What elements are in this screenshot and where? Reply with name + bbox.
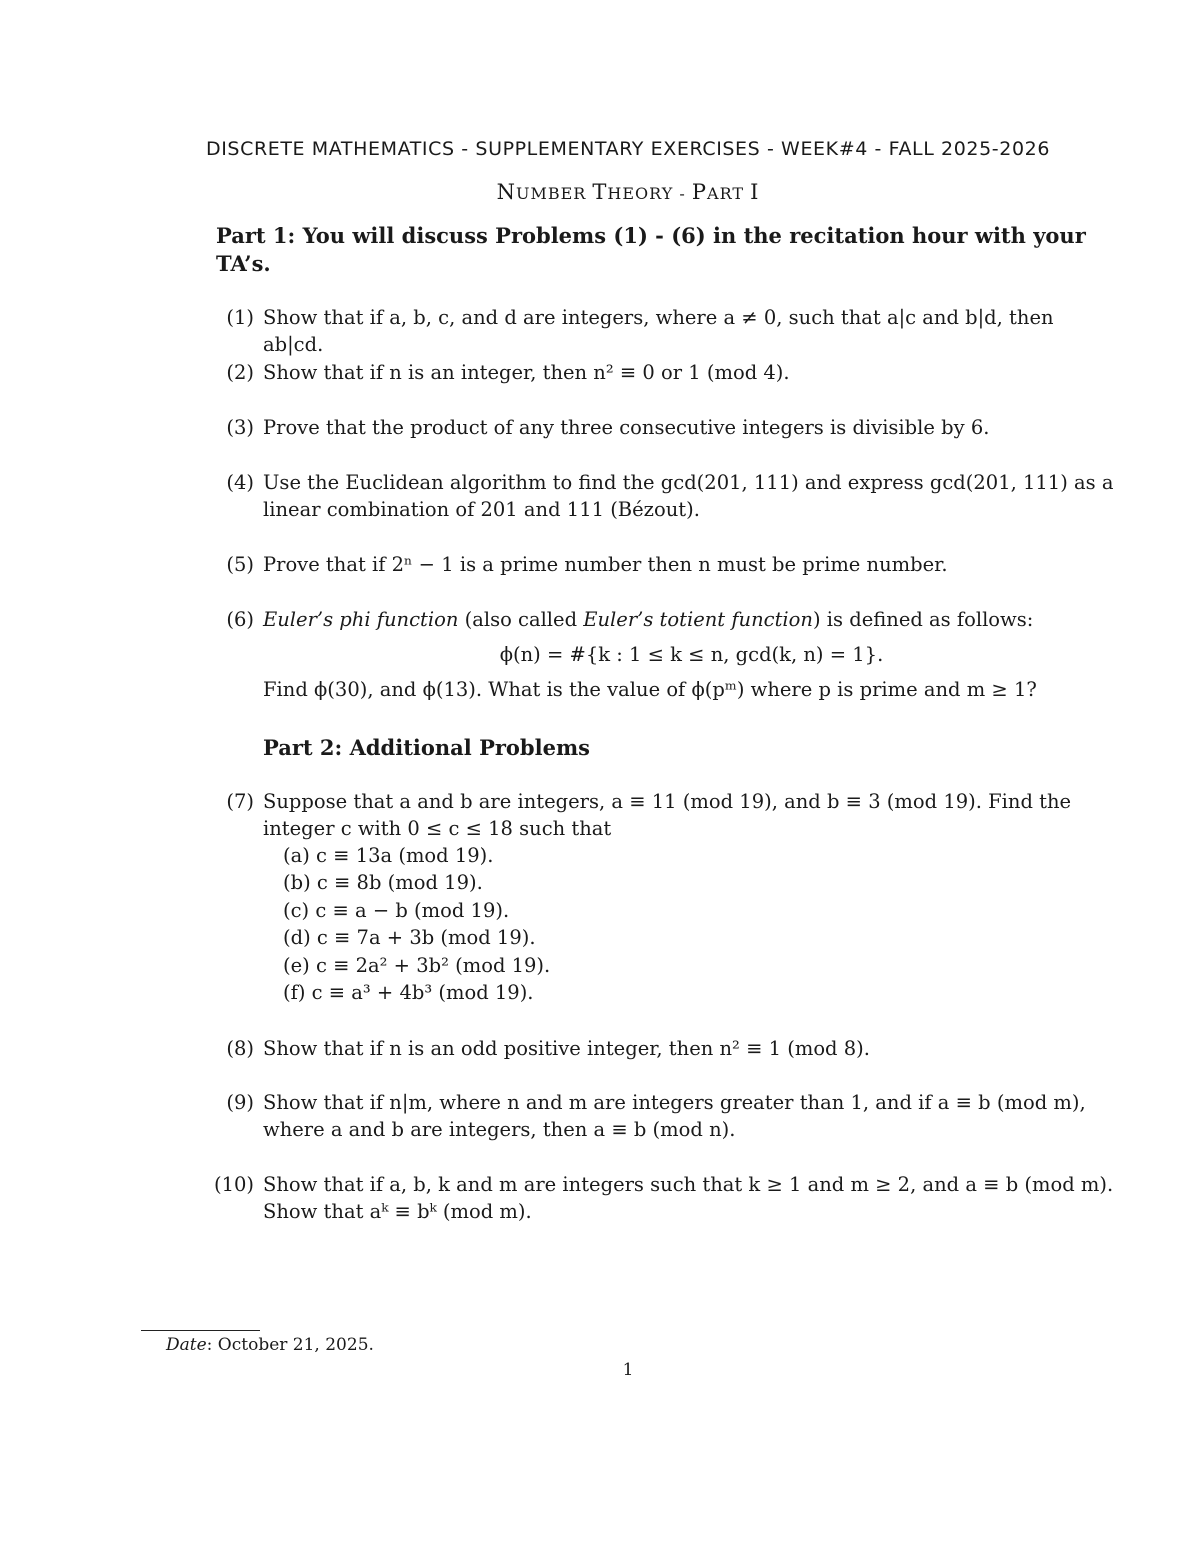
problem-number: (4) (226, 471, 254, 494)
problem-number: (3) (226, 416, 254, 439)
problem-5 (200, 551, 1120, 578)
problem-6-intro (263, 606, 1120, 633)
problem-text: Show that if n|m, where n and m are integers greater than 1, and if a ≡ b (mod m), where a and b are integers, then a ≡ b (mod n). (263, 1091, 1086, 1141)
problem-text: Show that if a, b, c, and d are integers, where a ≠ 0, such that a|c and b|d, then ab|cd. (263, 306, 1054, 356)
problem-4 (200, 469, 1120, 523)
term-eulers-phi: Euler’s phi function (263, 608, 459, 631)
problem-number: (5) (226, 553, 254, 576)
problem-number: (6) (226, 608, 254, 631)
term-eulers-totient: Euler’s totient function (583, 608, 813, 631)
problem-6 (200, 606, 1120, 703)
problem-text: Prove that if 2ⁿ − 1 is a prime number then n must be prime number. (263, 553, 948, 576)
problem-text: Show that if n is an integer, then n² ≡ 0 or 1 (mod 4). (263, 361, 790, 384)
problem-10 (200, 1171, 1120, 1225)
intro-end: ) is defined as follows: (812, 608, 1034, 631)
sub-item: (e) c ≡ 2a² + 3b² (mod 19). (283, 953, 551, 977)
sub-item: (c) c ≡ a − b (mod 19). (283, 898, 510, 922)
problem-1 (200, 304, 1120, 358)
problem-7-intro: Suppose that a and b are integers, a ≡ 11 (mod 19), and b ≡ 3 (mod 19). Find the integer c with 0 ≤ c ≤ 18 such that (263, 790, 1072, 840)
footnote-text: : October 21, 2025. (206, 1335, 374, 1355)
problem-text: Use the Euclidean algorithm to find the gcd(201, 111) and express gcd(201, 111) as a linear combination of 201 and 111 (Bézout). (263, 471, 1114, 521)
part1-heading: Part 1: You will discuss Problems (1) - (6) in the recitation hour with your TA’s. (216, 223, 1086, 276)
subtitle-part: UMBER (515, 184, 593, 203)
subtitle-part: HEORY - (607, 184, 692, 203)
problem-6-question: Find ϕ(30), and ϕ(13). What is the value of ϕ(pᵐ) where p is prime and m ≥ 1? (263, 678, 1037, 701)
document-subtitle (0, 180, 1200, 204)
problem-8 (200, 1035, 1120, 1062)
problem-text (263, 788, 1120, 1006)
problem-7 (200, 788, 1120, 1006)
problem-number: (2) (226, 361, 254, 384)
subtitle-part: T (592, 180, 608, 204)
footnote-divider (141, 1330, 260, 1331)
phi-formula: ϕ(n) = #{k : 1 ≤ k ≤ n, gcd(k, n) = 1}. (499, 643, 884, 666)
intro-mid: (also called (458, 608, 584, 631)
problem-number: (7) (226, 790, 254, 813)
problem-9 (200, 1089, 1120, 1143)
problem-text: Show that if a, b, k and m are integers such that k ≥ 1 and m ≥ 2, and a ≡ b (mod m). Show that aᵏ ≡ bᵏ (mod m). (263, 1173, 1114, 1223)
problem-3 (200, 414, 1120, 441)
subtitle-part: I (750, 180, 760, 204)
subtitle-part: P (691, 180, 708, 204)
sub-item: (b) c ≡ 8b (mod 19). (283, 871, 483, 895)
subtitle-part: N (496, 180, 516, 204)
footnote-label: Date (166, 1335, 207, 1355)
problem-number: (8) (226, 1037, 254, 1060)
sub-item: (f) c ≡ a³ + 4b³ (mod 19). (283, 981, 534, 1005)
document-header-title: DISCRETE MATHEMATICS - SUPPLEMENTARY EXERCISES - WEEK#4 - FALL 2025-2026 (205, 138, 1051, 160)
problem-2 (200, 359, 1120, 386)
sub-item: (a) c ≡ 13a (mod 19). (283, 844, 494, 867)
problem-7-subitems (283, 842, 1120, 1006)
subtitle-part: ART (707, 184, 751, 203)
sub-item: (d) c ≡ 7a + 3b (mod 19). (283, 926, 536, 950)
part2-heading: Part 2: Additional Problems (263, 735, 590, 760)
footnote-date (166, 1335, 374, 1355)
problem-number: (1) (226, 306, 254, 329)
problem-number: (9) (226, 1091, 254, 1114)
page-number: 1 (622, 1360, 634, 1380)
problem-text (263, 606, 1120, 703)
problem-text: Show that if n is an odd positive integer, then n² ≡ 1 (mod 8). (263, 1037, 870, 1060)
problem-number: (10) (213, 1173, 254, 1196)
problem-text: Prove that the product of any three consecutive integers is divisible by 6. (263, 416, 990, 439)
